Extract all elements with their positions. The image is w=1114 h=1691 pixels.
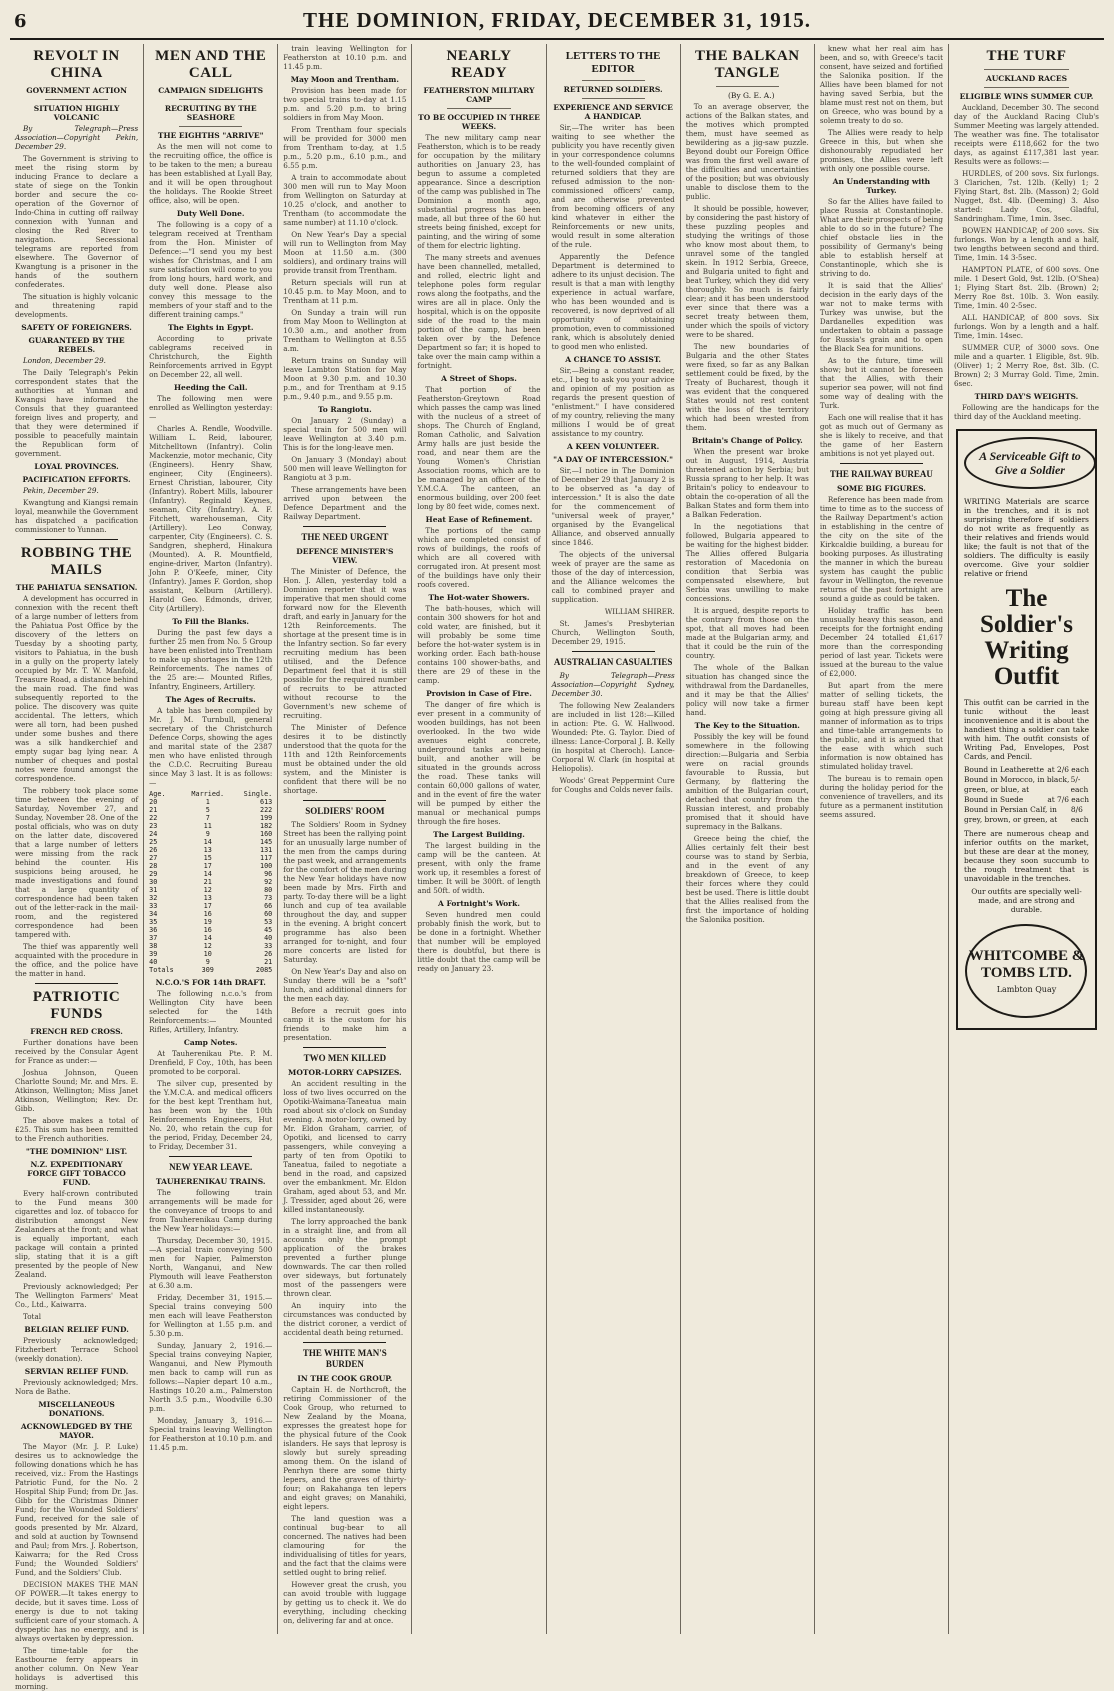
price-value: 8/6 each: [1070, 805, 1089, 824]
table-cell: 12: [203, 886, 212, 894]
price-value: 5/- each: [1070, 775, 1089, 794]
table-cell: 31: [149, 886, 158, 894]
table-row: [149, 846, 272, 854]
column-2: MEN AND THE CALL CAMPAIGN SIDELIGHTS RECRUITING BY THE SEASHORE THE EIGHTHS "ARRIVE" As the men will not come to the recruiting office, the office is to be taken to the men; a bureau has been established at Lyall Bay, and it will be open throughout the holidays. The Rookie Street office, also, will be open. Duty Well Done. The following is a copy of a telegram received at Trentham from the Hon. Minister of Defence:—"I send you my best wishes for Christmas, and I am sure satisfaction will come to you from long hours, hard work, and duty well done. Please also convey this message to the members of your staff and to the different training camps." The Eights in Egypt. According to private cablegrams received in Christchurch, the Eighth Reinforcements arrived in Egypt on December 22, all well. Heeding the Call. The following men were enrolled as Wellington yesterday:— Charles A. Rendle, Woodville. William L. Reid, labourer, Mitchelltown (Infantry). Colin Mackenzie, motor mechanic, City (Engineers). Henry Shaw, engineer, City (Engineers). Ernest Christian, labourer, City (Infantry). Robert Mills, labourer (Infantry). Reginald Keynes, seaman, City (Infantry). A. F. Fitchett, warehouseman, City (Artillery). Leo Conway, carpenter, City (Engineers). C. S. Sandgren, shepherd, Hinakura (Mounted). A. R. Mountfield, engine-driver, Marton (Infantry). John P. O'Keefe, miner, City (Infantry). James F. Gordon, shop assistant, Kelburn (Artillery). Harold Geo. Edmonds, driver, City (Artillery). To Fill the Blanks. During the past few days a further 25 men from No. 5 Group have been enlisted into Trentham to make up shortages in the 12th Reinforcements. The names of the 25 are:— Mounted Rifles, Infantry, Engineers, Artillery. The Ages of Recruits. A table has been compiled by Mr. J. M. Turnbull, general secretary of the Christchurch Defence Corps, showing the ages and marital state of the 2387 men who have enlisted through the C.D.C. Recruiting Bureau since May 3 last. It is as follows:— Age. Married. Single. 20 1 613 21 5 222 22 7 199 23 11 182 24 9 160 25 14 145 26 13 131 27 15 117 28 17 100 29 14 96 30 21 92 31 12 80 32 13 73 33 17 66 34 16 60 35 19 53 36 16 45 37 14 40 38 12 33 39 10 26 40 9 21 Totals 309 2085 N.C.O.'S FOR 14th DRAFT. The following n.c.o.'s from Wellington City have been selected for the 14th Reinforcements:— Mounted Rifles, Artillery, Infantry. Camp Notes. At Tauherenikau Pte. P. M. Drenfield, F Coy., 10th, has been promoted to be corporal. The silver cup, presented by the Y.M.C.A. and medical officers for the best kept Trentham hut, has been won by the 10th Reinforcements Engineers, Hut No. 20, who retain the cup for the period, Friday, December 24, to Friday, December 31. NEW YEAR LEAVE. TAUHERENIKAU TRAINS. The following train arrangements will be made for the conveyance of troops to and from Tauherenikau Camp during the New Year holidays:— Thursday, December 30, 1915.—A special train conveying 500 men for Napier, Palmerston North, Wanganui, and New Plymouth will leave Featherston at 6.30 a.m. Friday, December 31, 1915.—Special trains conveying 500 men each will leave Featherston for Wellington at 1.55 p.m. and 5.30 p.m. Sunday, January 2, 1916.—Special trains conveying Napier, Wanganui, and New Plymouth men back to camp will run as follows:—Napier depart 10 a.m., Hastings 10.20 a.m., Palmerston North 3.5 p.m., Woodville 6.30 p.m. Monday, January 3, 1916.—Special trains leaving Wellington for Featherston at 10.10 p.m. and 11.45 p.m.: [144, 44, 278, 1634]
masthead: [10, 6, 1104, 40]
subhead-pacification: PACIFICATION EFFORTS.: [22, 475, 131, 484]
table-row: [149, 934, 272, 942]
table-cell: 12: [203, 942, 212, 950]
dateline: By Telegraph—Press Association—Copyright Pekin, December 29.: [15, 124, 139, 151]
table-cell: 1: [205, 798, 210, 806]
subhead-hot: The Hot-water Showers.: [428, 593, 530, 602]
column-1: REVOLT IN CHINA GOVERNMENT ACTION SITUATION HIGHLY VOLCANIC By Telegraph—Press Association—Copyright Pekin, December 29. The Government is striving to meet the rising storm by inducing France to declare a state of siege on the Tonkin border and secure the co-operation of the Governor of Indo-China in cutting off railway connexion with Yunnan and closing the Red River to navigation. Secessional telegrams are reported from elsewhere. The Governor of Kwangtung is a prisoner in the hands of the southern confederates. The situation is highly volcanic and threatening rapid developments. SAFETY OF FOREIGNERS. GUARANTEED BY THE REBELS. London, December 29. The Daily Telegraph's Pekin correspondent states that the authorities at Yunnan and Kwangsi have informed the Consuls that they guaranteed foreign lives and property, and that they were determined if possible to peacefully maintain the Republican form of government. LOYAL PROVINCES. PACIFICATION EFFORTS. Pekin, December 29. Kwangtung and Kiangsi remain loyal, meanwhile the Government has dispatched a pacification commissioner to Yunnan. ROBBING THE MAILS THE PAHIATUA SENSATION. A development has occurred in connexion with the recent theft of a large number of letters from the Pahiatua Post Office by the discovery of the letters on Tuesday by a shooting party, visitors to Pahiatua, in the bush in a gully on the property lately occupied by Mr. T. W. Manfold, Treasure Road, a distance behind the main road. The find was subsequently reported to the police. The discovery was quite accidental. The letters, which were all torn, had been pushed under some bushes and there was a silk handkerchief and empty sugar bag lying near. A number of cheques and postal notes were found amongst the correspondence. The robbery took place some time between the evening of Saturday, November 27, and Sunday, November 28. One of the postal officials, who was on duty on the latter date, discovered that a large number of letters were missing from the rack behind the counter. His suspicions being aroused, he made investigations and found that a large quantity of correspondence had been taken out of the letter-rack in the mail-room, and the registered correspondence had been tampered with. The thief was apparently well acquainted with the procedure in the office, and the police have the matter in hand. PATRIOTIC FUNDS FRENCH RED CROSS. Further donations have been received by the Consular Agent for France as under:— Joshua Johnson, Queen Charlotte Sound; Mr. and Mrs. E. Atkinson, Wellington; Miss Janet Atkinson, Wellington; Rev. Dr. Gibb. The above makes a total of £25. This sum has been remitted to the French authorities. "THE DOMINION" LIST. N.Z. EXPEDITIONARY FORCE GIFT TOBACCO FUND. Every half-crown contributed to the Fund means 300 cigarettes and loz. of tobacco for distribution amongst New Zealanders at the front; and what is equally important, each package will contain a printed slip, stating that it is a gift presented by the people of New Zealand. Previously acknowledged; Per The Wellington Farmers' Meat Co., Ltd., Kaiwarra. Total BELGIAN RELIEF FUND. Previously acknowledged; Fitzherbert Terrace School (weekly donation). SERVIAN RELIEF FUND. Previously acknowledged; Mrs. Nora de Bathe. MISCELLANEOUS DONATIONS. ACKNOWLEDGED BY THE MAYOR. The Mayor (Mr. J. P. Luke) desires us to acknowledge the following donations which he has received, viz.: From the Hastings Patriotic Fund, for the No. 2 Hospital Ship Fund; from Dr. Jas. Gibb for the Christmas Dinner Fund; for the Wounded Soldiers' Fund, received for the sale of goods presented by Mr. Alzard, and sold at auction by Townsend and Paul; from Mrs. J. Robertson, Kaiwarra; for the Red Cross Fund; the Wounded Soldiers' Fund, and the Soldiers' Club. DECISION MAKES THE MAN OF POWER.—It takes energy to decide, but it saves time. Loss of energy is due to not taking sufficient care of your stomach. A dyspeptic has no energy, and is always overtaken by depression. The time-table for the Eastbourne ferry appears in another column. On New Year holidays is advertised this morning.: [10, 44, 144, 1634]
table-cell: 9: [205, 830, 210, 838]
table-cell: 13: [203, 846, 212, 854]
table-cell: 10: [203, 950, 212, 958]
subhead-belgian: BELGIAN RELIEF FUND.: [24, 1325, 129, 1334]
table-cell: 37: [149, 934, 158, 942]
table-cell: 33: [264, 942, 273, 950]
subhead-campaign: CAMPAIGN SIDELIGHTS: [158, 86, 264, 95]
headline-railway: THE RAILWAY BUREAU: [829, 469, 933, 479]
table-cell: 145: [260, 838, 273, 846]
subhead-defence: DEFENCE MINISTER'S VIEW.: [296, 547, 394, 565]
subhead-understanding: An Understanding with Turkey.: [832, 177, 931, 195]
ages-table: [149, 790, 272, 974]
table-row: [149, 926, 272, 934]
table-row: [149, 798, 272, 806]
table-cell: 14: [203, 870, 212, 878]
price-item: Bound in Leatherette: [963, 765, 1044, 774]
price-row: [964, 805, 1089, 825]
ad-product-name: The Soldier's Writing Outfit: [979, 585, 1074, 690]
subhead-weights: THIRD DAY'S WEIGHTS.: [974, 392, 1079, 401]
table-cell: 96: [264, 870, 273, 878]
subhead-experience: EXPERIENCE AND SERVICE A HANDICAP.: [553, 103, 673, 121]
subhead-heat: Heat Ease of Refinement.: [425, 515, 533, 524]
column-8: THE TURF AUCKLAND RACES ELIGIBLE WINS SUMMER CUP. Auckland, December 30. The second day of the Auckland Racing Club's Summer Meeting was largely attended. The weather was fine. The totalisator receipts were £118,662 for the two days, as against £117,381 last year. Results were as follows:— HURDLES, of 200 sovs. Six furlongs. 3 Clarichen, 7st. 12lb. (Kelly) 1; 2 Flying Start, 8st. 2lb. (Masson) 2; Gold Nugget, 8st. 4lb. (Deeming) 3. Also started: Lady Cos, Gladful, Sandringham. Time, 1min. 3sec. BOWEN HANDICAP, of 200 sovs. Six furlongs. Won by a length and a half, two lengths between second and third. Time, 1min. 14 3-5sec. HAMPTON PLATE, of 600 sovs. One mile. 1 Desert Gold, 9st. 12lb. (O'Shea) 1; Flying Start 8st. 2lb. (Brown) 2; Merry Roe 8st. 10lb. 3. Won easily. Time, 1min. 40 2-5sec. ALL HANDICAP, of 800 sovs. Six furlongs. Won by a length and a half. Time, 1min. 14sec. SUMMER CUP, of 3000 sovs. One mile and a quarter. 1 Eligible, 8st. 9lb. (Oliver) 1; 2 Merry Roe, 8st. 3lb. (C. Brown) 2; 3 Murray Gold. Time, 2min. 6sec. THIRD DAY'S WEIGHTS. Following are the handicaps for the third day of the Auckland meeting. A Serviceable Gift to Give a Soldier WRITING Materials are scarce in the trenches, and it is not surprising therefore if soldiers do not write as frequently as their relatives and friends would like; the fault is not that of the soldiers. The difficulty is easily overcome. Give your soldier relative or friend The Soldier's Writing Outfit This outfit can be carried in the tunic without the least inconvenience and it is about the handiest thing a soldier can take with him. The outfit consists of Writing Pad, Envelopes, Post Cards, and Pencil. Bound in Leatherette at 2/6 each Bound in Morocco, in black, green, or blue, at 5/- each Bound in Suede at 7/6 each Bound in Persian Calf, in grey, brown, or green, at 8/6 each There are numerous cheap and inferior outfits on the market, but these are dear at the money, because they soon succumb to the rough treatment that is unavoidable in the trenches. Our outfits are specially well-made, and are strong and durable. WHITCOMBE & TOMBS LTD. Lambton Quay: [949, 44, 1104, 1634]
subhead-day: "A DAY OF INTERCESSION.": [553, 455, 674, 464]
subhead-taupe: TAUHERENIKAU TRAINS.: [155, 1177, 266, 1186]
table-row: [149, 918, 272, 926]
table-row: [149, 942, 272, 950]
subhead-french: FRENCH RED CROSS.: [30, 1027, 123, 1036]
table-cell: 17: [203, 862, 212, 870]
table-cell: 19: [203, 918, 212, 926]
table-cell: 7: [205, 814, 210, 822]
subhead-duty: Duty Well Done.: [176, 209, 245, 218]
column-3: train leaving Wellington for Featherston at 10.10 p.m. and 11.45 p.m. May Moon and Trentham. Provision has been made for two special trains to-day at 1.15 p.m. and 5.20 p.m. to bring soldiers in from May Moon. From Trentham four specials will be provided for 3000 men from Trentham to-day, at 1.5 p.m., 5.20 p.m., 6.10 p.m., and 6.55 p.m. A train to accommodate about 300 men will run to May Moon from Wellington on Saturday at 10.25 o'clock, and another to Trentham (to accommodate the same number) at 11.10 o'clock. On New Year's Day a special will run to Wellington from May Moon at 11.50 a.m. (300 soldiers), and ordinary trains will provide transit from Trentham. Return specials will run at 10.45 p.m. to May Moon, and to Trentham at 11 p.m. On Sunday a train will run from May Moon to Wellington at 10.30 a.m., and another from Trentham to Wellington at 8.55 a.m. Return trains on Sunday will leave Lambton Station for May Moon at 9.30 p.m. and 10.30 p.m., and for Trentham at 9.15 p.m., 9.40 p.m., and 9.55 p.m. To Rangiotu. On January 2 (Sunday) a special train for 500 men will leave Wellington at 3.40 p.m. This is for the long-leave men. On January 3 (Monday) about 500 men will leave Wellington for Rangiotu at 3 p.m. These arrangements have been arrived upon between the Defence Department and the Railway Department. THE NEED URGENT DEFENCE MINISTER'S VIEW. The Minister of Defence, the Hon. J. Allen, yesterday told a Dominion reporter that it was imperative that men should come forward now for the Eleventh draft, and early in January for the 12th Reinforcements. The shortage at the present time is in the Infantry section. So far every recruiting medium has been utilised, and the Defence Department feel that it is still possible for the required number of recruits to be attracted without recourse to the Government's new scheme of recruiting. The Minister of Defence desires it to be distinctly understood that the quota for the 11th and 12th Reinforcements must be obtained under the old system, and the Minister is confident that there will be no shortage. SOLDIERS' ROOM The Soldiers' Room in Sydney Street has been the rallying point for an unusually large number of the men from the camps during the past week, and arrangements for the comfort of the men during the New Year holidays have now been made by Mrs. Firth and party. To-day there will be a light lunch and cup of tea available throughout the day, and supper in the evening. A bright concert programme has also been arranged for to-night, and four more concerts are listed for Saturday. On New Year's Day and also on Sunday there will be a "soft" lunch, and additional dinners for the men each day. Before a recruit goes into camp it is the custom for his friends to make him a presentation. TWO MEN KILLED MOTOR-LORRY CAPSIZES. An accident resulting in the loss of two lives occurred on the Opotiki-Waimana-Taneatua main road about six o'clock on Sunday evening. A motor-lorry, owned by Mr. Eldon Graham, carrier, of Opotiki, and licensed to carry passengers, while conveying a party of ten from Opotiki to Taneatua, failed to negotiate a bend in the road, and capsized over the embankment. Mr. Eldon Graham, aged about 53, and Mr. J. Tressider, aged about 26, were killed instantaneously. The lorry approached the bank in a straight line, and from all accounts only the prompt application of the brakes prevented a further plunge downwards. The car then rolled over sideways, but fortunately most of the passengers were thrown clear. An inquiry into the circumstances was conducted by the district coroner, a verdict of accidental death being returned. THE WHITE MAN'S BURDEN IN THE COOK GROUP. Captain H. de Northcroft, the retiring Commissioner of the Cook Group, who returned to New Zealand by the Moana, expresses the greatest hope for the physical future of the Cook islanders. He says that leprosy is slowly but surely spreading among them. On the island of Penrhyn there are some thirty lepers, and the graves of thirty-four; on Rakahanga ten lepers and eight graves; on Manahiki, eight lepers. The land question was a continual bug-bear to all concerned. The natives had been clamouring for the individualising of titles for years, and the fact that the claims were settled ought to bring relief. However great the crush, you can avoid trouble with luggage by getting us to check it. We do everything, including checking on, delivering far and at once.: [278, 44, 412, 1634]
total-label: Total: [23, 1312, 42, 1321]
table-row: [149, 854, 272, 862]
table-cell: 160: [260, 830, 273, 838]
column-5: LETTERS TO THE EDITOR RETURNED SOLDIERS. EXPERIENCE AND SERVICE A HANDICAP. Sir,—The writer has been waiting to see whether the publicity you have recently given in your correspondence columns to the well-founded complaint of returned soldiers that they are refused admission to the non-commissioned officers' camp, and are otherwise prevented from becoming officers of any kind whatever in either the Reinforcements or new units, would result in some alteration of the rule. Apparently the Defence Department is determined to adhere to its unjust decision. The result is that a man with lengthy experience in actual warfare, who has been wounded and is recovered, is now deprived of all opportunity of obtaining promotion, even to commissioned rank, which is absolutely denied to good men who enlisted. A CHANCE TO ASSIST. Sir,—Being a constant reader, etc., I beg to ask you your advice and opinion of my position as regards the present question of "enlistment." I have considered of my country, relieving the many millions I would be of great assistance to my country. A KEEN VOLUNTEER. "A DAY OF INTERCESSION." Sir,—I notice in The Dominion of December 29 that January 2 is to be observed as "a day of intercession." It is also the date for the commencement of "universal week of prayer," organised by the Evangelical Alliance, and observed annually since 1846. The objects of the universal week of prayer are the same as those of the day of intercession, and the Alliance welcomes the call to combined prayer and supplication. WILLIAM SHIRER. St. James's Presbyterian Church, Wellington South, December 29, 1915. AUSTRALIAN CASUALTIES By Telegraph—Press Association—Copyright Sydney, December 30. The following New Zealanders are included in list 128:—Killed in action: Pte. G. W. Hallwood. Wounded: Pte. G. Taylor. Died of illness: Lance-Corporal J. B. Kelly (in hospital at Cheroch). Lance-Corporal W. Clark (in hospital at Heliopolis). Woods' Great Peppermint Cure for Coughs and Colds never fails.: [547, 44, 681, 1634]
ad-closing: Our outfits are specially well-made, and are strong and durable.: [971, 887, 1082, 914]
table-cell: 21: [203, 878, 212, 886]
subhead-misc: MISCELLANEOUS DONATIONS.: [38, 1400, 115, 1418]
headline-new-leave: NEW YEAR LEAVE.: [169, 1162, 253, 1172]
columns: [10, 44, 1104, 1691]
table-cell: 32: [149, 894, 158, 902]
subhead-key: The Key to the Situation.: [694, 721, 800, 730]
table-row: [149, 910, 272, 918]
subhead-keen: A KEEN VOLUNTEER.: [567, 442, 660, 451]
table-row: [149, 878, 272, 886]
headline-patriotic: PATRIOTIC FUNDS: [32, 989, 121, 1022]
table-cell: 33: [149, 902, 158, 910]
subhead-motor: MOTOR-LORRY CAPSIZES.: [288, 1068, 402, 1077]
advertisement: [956, 429, 1097, 1030]
table-row: [149, 894, 272, 902]
column-7: knew what her real aim has been, and so, with Greece's tacit consent, have seized and fortified the Salonika position. If the Allies have been blamed for not having saved Serbia, but the blame must rest not on them, but on Greece, who was bound by a solemn treaty to do so. The Allies were ready to help Greece in this, but when she dishonourably repudiated her promises, the Allies were left with only one possible course. An Understanding with Turkey. So far the Allies have failed to place Russia at Constantinople. What are their prospects of being able to do so in the future? The chief obstacle lies in the possibility of Germany's being able to establish herself at Constantinople, which she is striving to do. It is said that the Allies' decision in the early days of the war not to make terms with Turkey was unwise, but the Dardanelles expedition was undertaken to obtain a passage for Russia's grain and to open the Black Sea for munitions. As to the future, time will show; but it cannot be foreseen that the Allies, with their superior sea power, will not find some way of dealing with the Turk. Each one will realise that it has got as much out of Germany as she is likely to receive, and that the game of her Eastern ambitions is not yet played out. THE RAILWAY BUREAU SOME BIG FIGURES. Reference has been made from time to time as to the success of the Railway Department's action in establishing in the centre of the city on the site of the Kirkcaldie building, a bureau for booking purposes. As illustrating the manner in which the bureau system has caught the public favour in Wellington, the revenue returns of the past fortnight are sound a guide as could be taken. Holiday traffic has been unusually heavy this season, and receipts for the fortnight ending December 24 totalled £1,617 more than the corresponding period of last year. Tickets were issued at the bureau to the value of £2,000. But apart from the mere matter of selling tickets, the bureau staff have been kept going at high pressure giving all manner of information as to trips and time-table arrangements to the public, and it is argued that the ease with which such information is now obtained has stimulated holiday travel. The bureau is to remain open during the holiday period for the convenience of travellers, and its future as a permanent institution seems assured.: [815, 44, 949, 1634]
table-cell: 80: [264, 886, 273, 894]
table-cell: 29: [149, 870, 158, 878]
subhead-returned: RETURNED SOLDIERS.: [563, 85, 663, 94]
table-row: [149, 814, 272, 822]
table-cell: 11: [203, 822, 212, 830]
ad-seal: [965, 924, 1087, 1018]
subhead-may: May Moon and Trentham.: [290, 75, 399, 84]
page-number: 6: [14, 11, 27, 32]
newspaper-title: THE DOMINION, FRIDAY, DECEMBER 31, 1915.: [302, 8, 812, 32]
table-cell: 16: [203, 910, 212, 918]
table-cell: 35: [149, 918, 158, 926]
subhead-ack: ACKNOWLEDGED BY THE MAYOR.: [20, 1422, 133, 1440]
subhead-rangiotu: To Rangiotu.: [318, 405, 372, 414]
table-row: [149, 806, 272, 814]
subhead-street: A Street of Shops.: [441, 374, 517, 383]
table-cell: 60: [264, 910, 273, 918]
table-header-cell: Married.: [191, 790, 225, 798]
table-total-row: [149, 966, 272, 974]
table-cell: 613: [260, 798, 273, 806]
subhead-chance: A CHANCE TO ASSIST.: [565, 355, 662, 364]
table-cell: 16: [203, 926, 212, 934]
price-row: [964, 795, 1089, 805]
subhead-auckland: AUCKLAND RACES: [985, 74, 1068, 83]
subhead-nco: N.C.O.'S FOR 14th DRAFT.: [155, 978, 266, 987]
table-row: [149, 950, 272, 958]
table-cell: 38: [149, 942, 158, 950]
headline-letters: LETTERS TO THE EDITOR: [565, 50, 661, 75]
headline-men: MEN AND THE CALL: [155, 48, 267, 81]
dateline: By Telegraph—Press Association—Copyright Sydney, December 30.: [551, 671, 675, 698]
table-cell: 73: [264, 894, 273, 902]
ad-oval-title: A Serviceable Gift to Give a Soldier: [964, 437, 1096, 489]
subhead-camp: Camp Notes.: [183, 1038, 238, 1047]
price-item: Bound in Morocco, in black, green, or blue, at: [963, 775, 1070, 794]
subhead-loyal: LOYAL PROVINCES.: [34, 462, 119, 471]
table-row: [149, 902, 272, 910]
dateline: London, December 29.: [23, 356, 106, 365]
subhead-featherston: FEATHERSTON MILITARY CAMP: [423, 86, 535, 104]
table-cell: 182: [260, 822, 273, 830]
subhead-britain: Britain's Change of Policy.: [691, 436, 803, 445]
table-header-cell: Age.: [149, 790, 166, 798]
table-cell: 23: [149, 822, 158, 830]
subhead-eighths: THE EIGHTHS "ARRIVE": [157, 131, 264, 140]
table-cell: 199: [260, 814, 273, 822]
table-cell: 45: [264, 926, 273, 934]
table-cell: 30: [149, 878, 158, 886]
table-cell: 28: [149, 862, 158, 870]
subhead-fortnight: A Fortnight's Work.: [438, 899, 520, 908]
headline-nearly-ready: NEARLY READY: [446, 48, 512, 81]
subhead-situation: SITUATION HIGHLY VOLCANIC: [33, 104, 120, 122]
price-item: Bound in Persian Calf, in grey, brown, or green, at: [963, 805, 1058, 824]
table-header-row: [149, 790, 272, 798]
headline-revolt: REVOLT IN CHINA: [33, 48, 120, 81]
headline-soldiers-room: SOLDIERS' ROOM: [305, 806, 385, 816]
table-cell: 36: [149, 926, 158, 934]
headline-two-men: TWO MEN KILLED: [303, 1053, 387, 1063]
subhead-nz-fund: N.Z. EXPEDITIONARY FORCE GIFT TOBACCO FUND.: [27, 1160, 126, 1187]
table-cell: 40: [149, 958, 158, 966]
subhead-pahiatua: THE PAHIATUA SENSATION.: [15, 583, 138, 592]
dateline: Pekin, December 29.: [23, 486, 99, 495]
subhead-occupied: TO BE OCCUPIED IN THREE WEEKS.: [418, 113, 540, 131]
table-header-cell: Single.: [243, 790, 273, 798]
table-cell: 21: [149, 806, 158, 814]
table-cell: 14: [203, 838, 212, 846]
subhead-gov: GOVERNMENT ACTION: [26, 86, 127, 95]
table-cell: 14: [203, 934, 212, 942]
table-cell: 131: [260, 846, 273, 854]
column-4: NEARLY READY FEATHERSTON MILITARY CAMP TO BE OCCUPIED IN THREE WEEKS. The new military camp near Featherston, which is to be ready for occupation by the military authorities on January 23, has begun to assume a completed appearance. Since a description of the camp was published in The Dominion a month ago, substantial progress has been made, all but three of the 60 hut streets being finished, except for painting, and the wiring of some of them for electric lighting. The many streets and avenues have been channelled, metalled, and rolled, electric light and telephone poles form regular rows along the footpaths, and the wires are all in place. Only the hospital, which is on the opposite side of the road to the main portion of the camp, has been taken over by the Defence Department so far; it is hoped to take over the main camp within a fortnight. A Street of Shops. That portion of the Featherston-Greytown Road which passes the camp was lined with the nucleus of a street of shops. The Church of England, Roman Catholic, and Salvation Army halls are just beside the road, and near them are the Young Women's Christian Association rooms, which are to be managed by an officer of the Y.M.C.A. The canteen, an enormous building, over 200 feet long by 80 feet wide, comes next. Heat Ease of Refinement. The portions of the camp which are completed consist of rows of buildings, the roofs of which are all covered with corrugated iron. At present most of the buildings have only their roofs covered. The Hot-water Showers. The bath-houses, which will contain 300 showers for hot and cold water, are finished, but it will probably be some time before the hot-water system is in working order. Each bath-house contains 100 shower-baths, and there are 29 of these in the camp. Provision in Case of Fire. The danger of fire which is ever present in a community of wooden buildings, has not been overlooked. In the two wide avenues eight concrete, underground tanks are being built, and another will be situated in the grounds across the road. These tanks will contain 60,000 gallons of water, and in the event of fire the water will be pumped by either the manual or mechanical pumps through the fire hoses. The Largest Building. The largest building in the camp will be the canteen. At present, with only the frame work up, it resembles a forest of timber. It will be 300ft. of length and 50ft. of width. A Fortnight's Work. Seven hundred men could probably finish the work, but to be done in a fortnight. Whether that number will be employed there is doubtful, but there is little doubt that the camp will be ready on January 23.: [412, 44, 546, 1634]
price-row: [964, 765, 1089, 775]
table-cell: 20: [149, 798, 158, 806]
subhead-safety: SAFETY OF FOREIGNERS.: [21, 323, 132, 332]
headline-need: THE NEED URGENT: [301, 532, 389, 542]
subhead-heeding: Heeding the Call.: [173, 383, 248, 392]
table-cell: 22: [149, 814, 158, 822]
letter-signature: WILLIAM SHIRER.: [604, 607, 675, 616]
subhead-cook: IN THE COOK GROUP.: [297, 1374, 393, 1383]
table-cell: 5: [205, 806, 210, 814]
ad-intro: WRITING Materials are scarce in the trenches, and it is not surprising therefore if soldiers do not write as frequently as their relatives and friends would like; the fault is not that of the soldiers. The difficulty is easily overcome. Give your soldier relative or friend: [963, 497, 1089, 578]
table-row: [149, 886, 272, 894]
table-row: [149, 870, 272, 878]
table-total-cell: 309: [201, 966, 214, 974]
table-total-cell: Totals: [149, 966, 174, 974]
headline-australian: AUSTRALIAN CASUALTIES: [553, 657, 673, 667]
headline-robbing: ROBBING THE MAILS: [20, 545, 133, 578]
table-cell: 117: [260, 854, 273, 862]
table-cell: 13: [203, 894, 212, 902]
subhead-guaranteed: GUARANTEED BY THE REBELS.: [28, 336, 125, 354]
ad-seal-name: WHITCOMBE & TOMBS LTD.: [968, 948, 1085, 981]
table-total-cell: 2085: [255, 966, 273, 974]
headline-white-man: THE WHITE MAN'S BURDEN: [302, 1348, 387, 1369]
ad-price-list: [964, 765, 1089, 825]
table-cell: 26: [149, 846, 158, 854]
subhead-fire: Provision in Case of Fire.: [426, 689, 532, 698]
subhead-figures: SOME BIG FIGURES.: [836, 484, 926, 493]
table-cell: 17: [203, 902, 212, 910]
subhead-recruiting: RECRUITING BY THE SEASHORE: [164, 104, 257, 122]
subhead-largest: The Largest Building.: [433, 830, 525, 839]
subhead-eligible: ELIGIBLE WINS SUMMER CUP.: [959, 92, 1094, 101]
table-cell: 9: [205, 958, 210, 966]
table-cell: 26: [264, 950, 273, 958]
subhead-dominion-list: "THE DOMINION" LIST.: [25, 1147, 128, 1156]
byline: (By G. E. A.): [728, 91, 775, 100]
table-cell: 39: [149, 950, 158, 958]
subhead-egypt: The Eights in Egypt.: [167, 323, 254, 332]
price-value: at 7/6 each: [1047, 795, 1089, 804]
column-6: THE BALKAN TANGLE (By G. E. A.) To an average observer, the actions of the Balkan states, and the motives which prompted them, must have seemed as bewildering as a jig-saw puzzle. Beyond doubt our Foreign Office was from the first well aware of the difficulties and uncertainties of the position; but was obviously unable to disclose them to the public. It should be possible, however, by considering the past history of these puzzling peoples and studying the writings of those who know most about them, to unravel some of the tangled skein. In 1912 Serbia, Greece, and Bulgaria united to fight and beat Turkey, which they did very thoroughly. So much is fairly clear; and it has been understood ever since that there was a secret treaty between them, under which the spoils of victory were to be shared. The new boundaries of Bulgaria and the other States were fixed, so far as any Balkan settlement could be fixed, by the Treaty of Bucharest, though it was evident that the conquered States would not rest content with the loss of the territory which had been wrested from them. Britain's Change of Policy. When the present war broke out in August, 1914, Austria threatened action by Serbia; but Russia sprang to her help. It was Britain's policy to endeavour to obtain the co-operation of all the Balkan States and form them into a Balkan Federation. In the negotiations that followed, Bulgaria appeared to be waiting for the highest bidder. The Allies offered Bulgaria restoration of Macedonia on condition that Serbia was compensated elsewhere, but Serbia was unwilling to make concessions. It is argued, despite reports to the contrary from those on the spot, that all moves had been made at the Bulgarian army, and that it could be the ruin of the country. The whole of the Balkan situation has changed since the withdrawal from the Dardanelles, and it may be that the Allies' policy will now take a firmer hand. The Key to the Situation. Possibly the key will be found somewhere in the following direction:—Bulgaria and Serbia were on racial grounds favourable to Russia, but Germany, by flattering the ambition of the Bulgarian court, detached that country from the Russian interest, and probably promised that it should have supremacy in the Balkans. Greece being the chief, the Allies certainly felt their best course was to stand by Serbia, and in the event of any breakdown of Greece, to keep their forces where they could best be used. There is little doubt that the Allies realised from the first the importance of holding the Salonika position.: [681, 44, 815, 1634]
price-row: [964, 775, 1089, 795]
table-cell: 24: [149, 830, 158, 838]
table-cell: 34: [149, 910, 158, 918]
table-cell: 27: [149, 854, 158, 862]
table-row: [149, 958, 272, 966]
ad-seal-place: Lambton Quay: [996, 985, 1057, 994]
table-row: [149, 862, 272, 870]
subhead-servian: SERVIAN RELIEF FUND.: [24, 1367, 129, 1376]
table-cell: 15: [203, 854, 212, 862]
table-row: [149, 830, 272, 838]
table-row: [149, 838, 272, 846]
table-cell: 66: [264, 902, 273, 910]
table-cell: 53: [264, 918, 273, 926]
table-row: [149, 822, 272, 830]
headline-balkan: THE BALKAN TANGLE: [694, 48, 800, 81]
ad-body: This outfit can be carried in the tunic without the least inconvenience and it is about the handiest thing a soldier can take with him. The outfit consists of Writing Pad, Envelopes, Post Cards, and Pencil.: [963, 698, 1089, 761]
ad-note: There are numerous cheap and inferior outfits on the market, but these are dear at the money, because they soon succumb to the rough treatment that is unavoidable in the trenches.: [963, 829, 1089, 883]
table-cell: 92: [264, 878, 273, 886]
table-cell: 25: [149, 838, 158, 846]
table-cell: 100: [260, 862, 273, 870]
table-cell: 21: [264, 958, 273, 966]
subhead-ages: The Ages of Recruits.: [165, 695, 256, 704]
headline-turf: THE TURF: [986, 48, 1067, 64]
table-cell: 222: [260, 806, 273, 814]
price-item: Bound in Suede: [963, 795, 1024, 804]
subhead-blanks: To Fill the Blanks.: [172, 617, 250, 626]
price-value: at 2/6 each: [1047, 765, 1089, 774]
table-cell: 40: [264, 934, 273, 942]
